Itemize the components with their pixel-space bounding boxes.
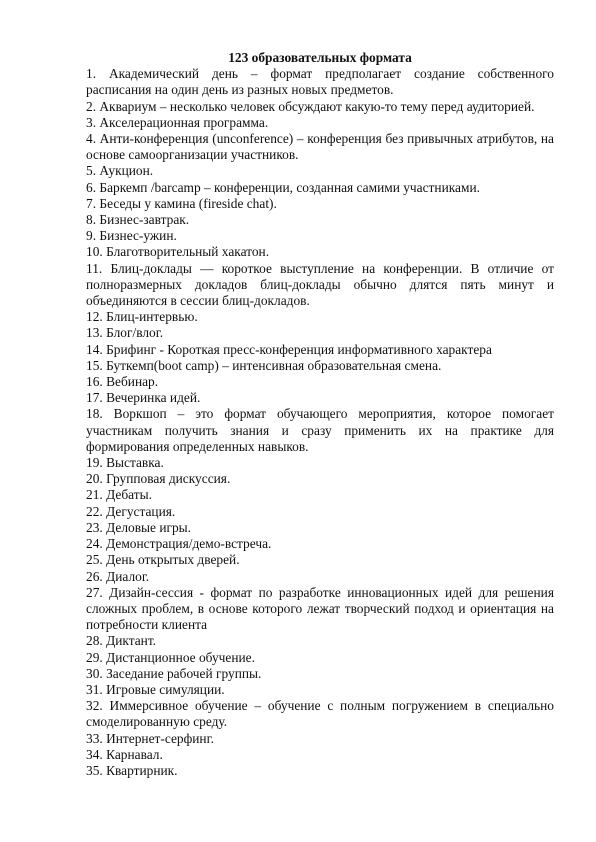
list-item: 29. Дистанционное обучение. [86, 649, 255, 665]
document-title: 123 образовательных формата [228, 50, 412, 65]
list-item: 13. Блог/влог. [86, 325, 164, 341]
list-item: 34. Карнавал. [86, 746, 163, 762]
list-item: 16. Вебинар. [86, 374, 159, 390]
list-item: 22. Дегустация. [86, 503, 176, 519]
list-item: 15. Буткемп(boot camp) – интенсивная образовательная смена. [86, 357, 442, 373]
list-item: 28. Диктант. [86, 633, 157, 649]
list-item: 23. Деловые игры. [86, 519, 192, 535]
list-item: 19. Выставка. [86, 455, 164, 471]
list-item: 32. Иммерсивное обучение – обучение с полным погружением в специально смоделированную среду. [86, 698, 554, 730]
list-item: 33. Интернет-серфинг. [86, 730, 214, 746]
list-item: 20. Групповая дискуссия. [86, 471, 231, 487]
list-item: 2. Аквариум – несколько человек обсуждают какую-то тему перед аудиторией. [86, 98, 535, 114]
list-item: 8. Бизнес-завтрак. [86, 212, 190, 228]
list-item: 3. Акселерационная программа. [86, 114, 269, 130]
list-item: 5. Аукцион. [86, 163, 154, 179]
list-item: 11. Блиц-доклады — короткое выступление на конференции. В отличие от полноразмерных докладов блиц-доклады обычно длятся пять минут и объединяются в сессии блиц-докладов. [86, 260, 554, 309]
list-item: 12. Блиц-интервью. [86, 309, 198, 325]
list-item: 30. Заседание рабочей группы. [86, 665, 262, 681]
list-item: 6. Баркемп /barcamp – конференции, созданная самими участниками. [86, 179, 480, 195]
list-item: 9. Бизнес-ужин. [86, 228, 177, 244]
document-body [86, 50, 554, 779]
list-item: 25. День открытых дверей. [86, 552, 240, 568]
list-item: 35. Квартирник. [86, 762, 178, 778]
list-item: 1. Академический день – формат предполагает создание собственного расписания на один день из разных новых предметов. [86, 66, 554, 98]
list-item: 7. Беседы у камина (fireside chat). [86, 195, 277, 211]
list-item: 17. Вечеринка идей. [86, 390, 201, 406]
list-item: 26. Диалог. [86, 568, 150, 584]
list-item: 27. Дизайн-сессия - формат по разработке инновационных идей для решения сложных проблем, в основе которого лежат творческий подход и ориентация на потребности клиента [86, 584, 554, 633]
list-item: 24. Демонстрация/демо-встреча. [86, 536, 272, 552]
list-item: 14. Брифинг - Короткая пресс-конференция информативного характера [86, 341, 492, 357]
list-item: 4. Анти-конференция (unconference) – конференция без привычных атрибутов, на основе самоорганизации участников. [86, 131, 554, 163]
list-item: 31. Игровые симуляции. [86, 681, 225, 697]
list-item: 18. Воркшоп – это формат обучающего мероприятия, которое помогает участникам получить знания и сразу применить их на практике для формирования определенных навыков. [86, 406, 554, 454]
list-item: 21. Дебаты. [86, 487, 152, 503]
list-item: 10. Благотворительный хакатон. [86, 244, 270, 260]
